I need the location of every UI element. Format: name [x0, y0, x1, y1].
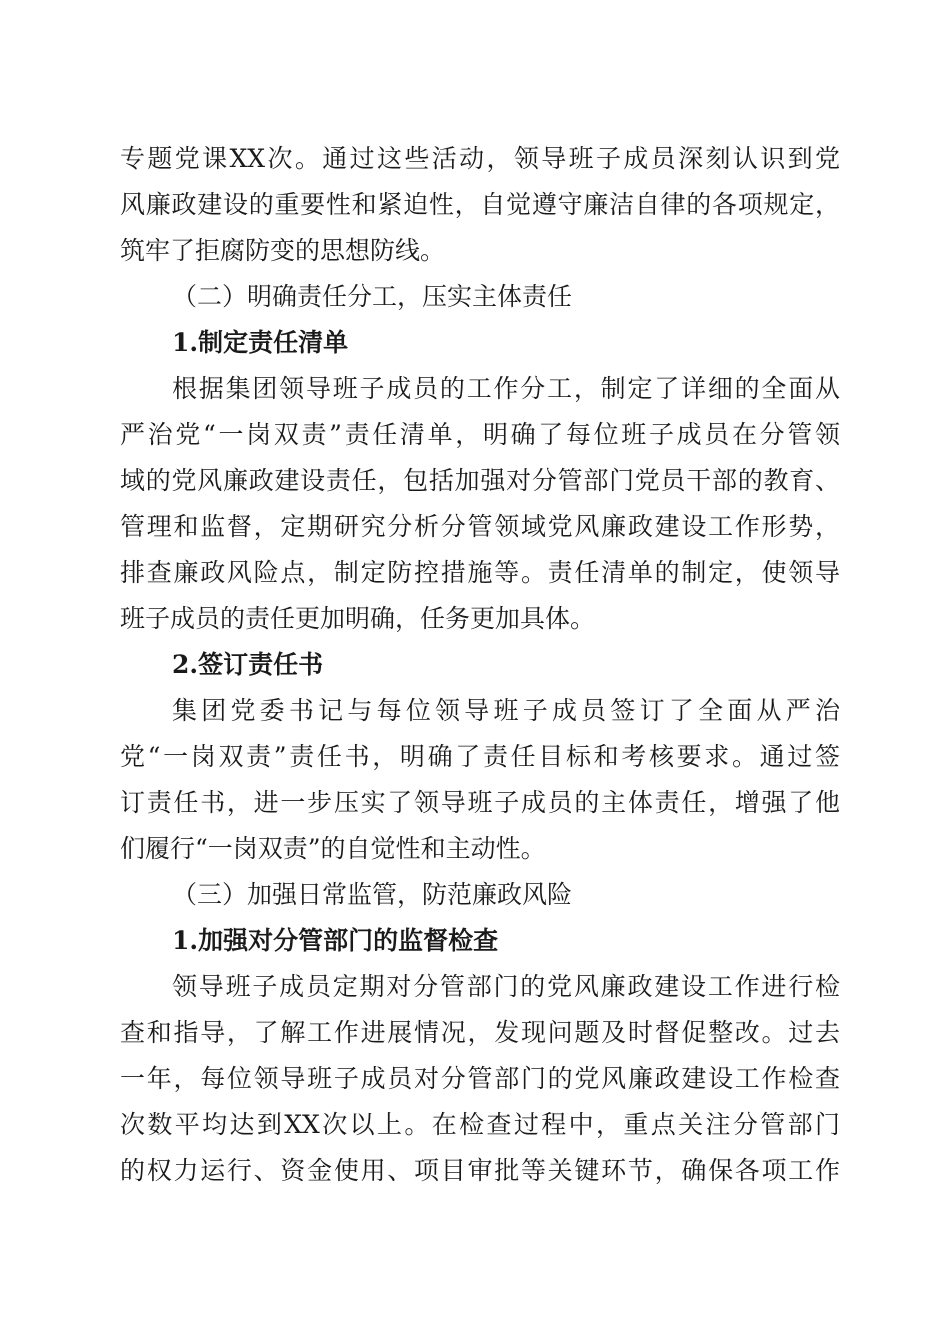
subsection-heading-1-supervision: 1.加强对分管部门的监督检查 — [172, 926, 499, 955]
paragraph-line: 专题党课XX次。通过这些活动，领导班子成员深刻认识到党 — [120, 144, 840, 173]
paragraph-line: 一年，每位领导班子成员对分管部门的党风廉政建设工作检查 — [120, 1064, 840, 1093]
paragraph-line: 风廉政建设的重要性和紧迫性，自觉遵守廉洁自律的各项规定， — [120, 190, 840, 219]
paragraph-line: 的权力运行、资金使用、项目审批等关键环节，确保各项工作 — [120, 1156, 840, 1185]
paragraph-line: 域的党风廉政建设责任，包括加强对分管部门党员干部的教育、 — [120, 466, 840, 495]
paragraph-line: 集团党委书记与每位领导班子成员签订了全面从严治 — [172, 696, 840, 725]
paragraph-line: 班子成员的责任更加明确，任务更加具体。 — [120, 604, 596, 633]
paragraph-line: 查和指导，了解工作进展情况，发现问题及时督促整改。过去 — [120, 1018, 840, 1047]
paragraph-line: 排查廉政风险点，制定防控措施等。责任清单的制定，使领导 — [120, 558, 840, 587]
section-heading-3: （三）加强日常监管，防范廉政风险 — [172, 880, 573, 909]
subsection-heading-1: 1.制定责任清单 — [172, 328, 349, 357]
paragraph-line: 管理和监督，定期研究分析分管领域党风廉政建设工作形势， — [120, 512, 840, 541]
section-heading-2: （二）明确责任分工，压实主体责任 — [172, 282, 573, 311]
paragraph-line: 次数平均达到XX次以上。在检查过程中，重点关注分管部门 — [120, 1110, 840, 1139]
subsection-heading-2: 2.签订责任书 — [172, 650, 324, 679]
paragraph-line: 订责任书，进一步压实了领导班子成员的主体责任，增强了他 — [120, 788, 840, 817]
paragraph-line: 党“一岗双责”责任书，明确了责任目标和考核要求。通过签 — [120, 742, 840, 771]
paragraph-line: 筑牢了拒腐防变的思想防线。 — [120, 236, 446, 265]
paragraph-line: 领导班子成员定期对分管部门的党风廉政建设工作进行检 — [172, 972, 840, 1001]
paragraph-line: 严治党“一岗双责”责任清单，明确了每位班子成员在分管领 — [120, 420, 840, 449]
paragraph-line: 们履行“一岗双责”的自觉性和主动性。 — [120, 834, 546, 863]
paragraph-line: 根据集团领导班子成员的工作分工，制定了详细的全面从 — [172, 374, 840, 403]
